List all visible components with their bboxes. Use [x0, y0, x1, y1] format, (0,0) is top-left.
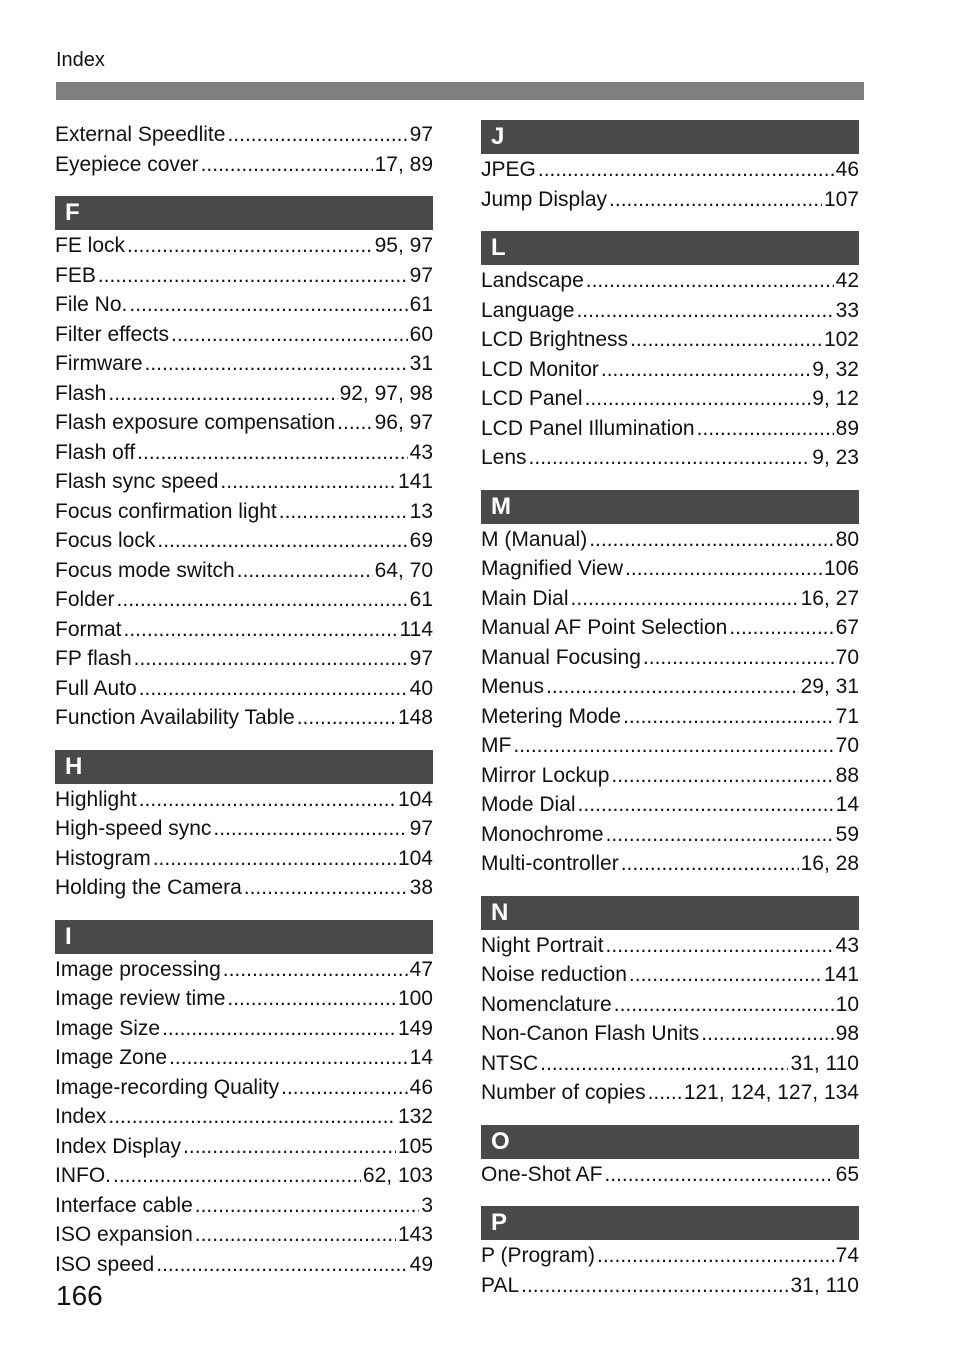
dot-leader	[134, 644, 408, 674]
index-entry	[481, 155, 859, 185]
index-pages: 70	[835, 734, 859, 757]
index-pages: 60	[409, 322, 433, 346]
index-pages: 114	[399, 617, 433, 641]
index-term: Interface cable	[55, 1193, 193, 1217]
index-term: Flash sync speed	[55, 470, 219, 493]
index-term: Number of copies	[481, 1081, 646, 1104]
index-pages: 14	[409, 1046, 433, 1069]
index-term: High-speed sync	[55, 817, 212, 840]
index-entry	[481, 931, 859, 961]
index-entry	[55, 585, 433, 615]
index-term: ISO expansion	[55, 1223, 193, 1246]
index-term: Image processing	[55, 957, 221, 981]
index-pages: 132	[397, 1105, 433, 1128]
index-pages: 29, 31	[800, 675, 859, 698]
dot-leader	[201, 150, 373, 180]
index-entry	[481, 584, 859, 614]
index-term: Image review time	[55, 987, 226, 1010]
index-pages: 61	[409, 293, 433, 316]
index-pages: 43	[835, 933, 859, 957]
dot-leader	[729, 613, 833, 643]
index-pages: 104	[397, 846, 433, 870]
index-pages: 64, 70	[374, 558, 433, 582]
section-letter-header: L	[481, 231, 859, 265]
section-letter-header: N	[481, 896, 859, 930]
dot-leader	[213, 814, 407, 844]
index-term: Manual AF Point Selection	[481, 616, 728, 639]
index-pages: 97	[409, 123, 433, 146]
dot-leader	[117, 585, 408, 615]
index-pages: 104	[397, 787, 433, 811]
dot-leader	[113, 1161, 361, 1191]
index-entry	[55, 261, 433, 291]
index-entry	[55, 150, 433, 180]
index-term: LCD Panel	[481, 387, 583, 410]
index-entry	[55, 1014, 433, 1044]
index-entry	[481, 414, 859, 444]
index-entry	[55, 290, 433, 320]
index-term: Landscape	[481, 269, 584, 292]
index-pages: 49	[409, 1252, 433, 1276]
dot-leader	[521, 1271, 788, 1301]
index-term: Firmware	[55, 352, 143, 375]
index-entry	[55, 1250, 433, 1280]
index-term: FE lock	[55, 234, 126, 257]
dot-leader	[578, 790, 834, 820]
index-entry	[55, 703, 433, 733]
index-entry	[481, 990, 859, 1020]
dot-leader	[648, 1078, 682, 1108]
index-pages: 42	[835, 269, 859, 292]
index-pages: 67	[835, 616, 859, 639]
index-pages: 59	[835, 822, 859, 846]
index-term: Noise reduction	[481, 963, 627, 986]
dot-leader	[153, 844, 396, 874]
index-entry	[481, 613, 859, 643]
index-entry	[481, 672, 859, 702]
dot-leader	[589, 525, 833, 555]
section-letter-header: M	[481, 490, 859, 524]
index-term: Focus lock	[55, 529, 156, 552]
index-term: Full Auto	[55, 676, 137, 700]
index-section	[481, 490, 859, 879]
dot-leader	[227, 984, 396, 1014]
dot-leader	[601, 355, 810, 385]
index-pages: 102	[823, 328, 859, 351]
index-pages: 100	[397, 987, 433, 1010]
index-pages: 13	[409, 499, 433, 523]
index-pages: 95, 97	[374, 234, 433, 257]
index-pages: 69	[409, 529, 433, 552]
index-entry	[481, 1049, 859, 1079]
dot-leader	[623, 702, 834, 732]
index-entry	[481, 960, 859, 990]
dot-leader	[538, 155, 834, 185]
index-entry	[55, 984, 433, 1014]
index-entry	[481, 525, 859, 555]
index-entry	[55, 408, 433, 438]
index-term: External Speedlite	[55, 123, 226, 146]
index-term: Eyepiece cover	[55, 152, 199, 176]
index-pages: 9, 32	[812, 357, 859, 381]
dot-leader	[585, 384, 811, 414]
index-pages: 121, 124, 127, 134	[683, 1081, 859, 1104]
index-pages: 40	[409, 676, 433, 700]
index-pages: 105	[397, 1134, 433, 1158]
dot-leader	[145, 349, 408, 379]
index-pages: 97	[409, 263, 433, 287]
index-entry	[481, 1271, 859, 1301]
index-term: Multi-controller	[481, 852, 619, 875]
index-section	[55, 120, 433, 179]
index-pages: 31, 110	[790, 1273, 859, 1297]
dot-leader	[127, 231, 373, 261]
dot-leader	[195, 1220, 396, 1250]
index-pages: 31	[409, 352, 433, 375]
dot-leader	[614, 990, 834, 1020]
index-pages: 43	[409, 440, 433, 464]
index-pages: 17, 89	[374, 152, 433, 176]
dot-leader	[244, 873, 408, 903]
index-term: Magnified View	[481, 557, 624, 580]
dot-leader	[297, 703, 396, 733]
index-entry	[55, 814, 433, 844]
dot-leader	[513, 731, 833, 761]
index-entry	[55, 955, 433, 985]
index-entry	[481, 1078, 859, 1108]
index-pages: 89	[835, 416, 859, 440]
section-letter-header: J	[481, 120, 859, 154]
index-term: Monochrome	[481, 822, 604, 846]
index-entry	[55, 644, 433, 674]
index-entry	[481, 849, 859, 879]
dot-leader	[337, 408, 372, 438]
index-term: Image-recording Quality	[55, 1075, 280, 1099]
index-pages: 31, 110	[790, 1051, 859, 1075]
dot-leader	[697, 414, 834, 444]
index-pages: 9, 12	[812, 387, 859, 410]
page-number: 166	[56, 1280, 103, 1311]
dot-leader	[625, 554, 822, 584]
dot-leader	[139, 674, 408, 704]
dot-leader	[157, 526, 407, 556]
index-entry	[481, 731, 859, 761]
index-section	[481, 231, 859, 473]
index-term: Non-Canon Flash Units	[481, 1022, 700, 1045]
page-header-label: Index	[56, 49, 105, 71]
index-term: FP flash	[55, 647, 132, 670]
index-section	[481, 1206, 859, 1300]
dot-leader	[169, 1043, 408, 1073]
index-entry	[481, 554, 859, 584]
index-entry	[55, 497, 433, 527]
index-term: Flash	[55, 381, 107, 405]
index-entry	[55, 873, 433, 903]
index-pages: 106	[823, 557, 859, 580]
index-pages: 141	[397, 470, 433, 493]
index-pages: 141	[823, 963, 859, 986]
index-entry	[55, 1191, 433, 1221]
index-term: JPEG	[481, 158, 536, 181]
index-entry	[55, 674, 433, 704]
index-term: Mode Dial	[481, 793, 576, 816]
index-term: Folder	[55, 588, 115, 611]
index-section	[55, 920, 433, 1280]
dot-leader	[630, 325, 822, 355]
index-entry	[55, 615, 433, 645]
index-entry	[55, 556, 433, 586]
index-pages: 148	[397, 706, 433, 729]
dot-leader	[621, 849, 799, 879]
dot-leader	[139, 785, 396, 815]
dot-leader	[609, 185, 822, 215]
index-term: LCD Monitor	[481, 357, 599, 381]
index-entry	[481, 266, 859, 296]
index-pages: 80	[835, 527, 859, 551]
index-entry	[481, 443, 859, 473]
dot-leader	[223, 955, 408, 985]
index-entry	[55, 1161, 433, 1191]
dot-leader	[124, 615, 398, 645]
dot-leader	[571, 584, 799, 614]
index-entry	[481, 185, 859, 215]
index-section	[481, 120, 859, 214]
dot-leader	[604, 1160, 833, 1190]
index-pages: 107	[823, 187, 859, 211]
index-term: Language	[481, 298, 575, 322]
index-entry	[481, 325, 859, 355]
index-term: Metering Mode	[481, 704, 622, 728]
index-term: Focus confirmation light	[55, 499, 277, 523]
index-term: Manual Focusing	[481, 645, 641, 669]
dot-leader	[129, 290, 407, 320]
dot-leader	[540, 1049, 788, 1079]
index-entry	[55, 844, 433, 874]
index-entry	[481, 384, 859, 414]
dot-leader	[171, 320, 408, 350]
index-entry	[55, 1102, 433, 1132]
section-letter-header: H	[55, 750, 433, 784]
index-term: Function Availability Table	[55, 706, 295, 729]
index-pages: 3	[421, 1193, 433, 1217]
index-term: Format	[55, 617, 122, 641]
index-entry	[481, 790, 859, 820]
dot-leader	[546, 672, 799, 702]
index-pages: 143	[397, 1223, 433, 1246]
section-letter-header: I	[55, 920, 433, 954]
index-pages: 149	[397, 1016, 433, 1040]
index-entry	[481, 296, 859, 326]
index-term: Jump Display	[481, 187, 608, 211]
section-letter-header: P	[481, 1206, 859, 1240]
index-pages: 61	[409, 588, 433, 611]
index-term: Main Dial	[481, 586, 569, 610]
index-entry	[481, 761, 859, 791]
index-term: Holding the Camera	[55, 876, 242, 899]
index-term: Index	[55, 1105, 107, 1128]
section-letter-header: F	[55, 196, 433, 230]
dot-leader	[606, 820, 834, 850]
index-term: M (Manual)	[481, 527, 588, 551]
dot-leader	[156, 1250, 407, 1280]
index-pages: 9, 23	[812, 446, 859, 469]
index-entry	[55, 1132, 433, 1162]
index-term: LCD Panel Illumination	[481, 416, 695, 440]
dot-leader	[279, 497, 408, 527]
index-term: Menus	[481, 675, 545, 698]
index-pages: 98	[835, 1022, 859, 1045]
dot-leader	[108, 379, 337, 409]
index-pages: 46	[409, 1075, 433, 1099]
index-term: Flash exposure compensation	[55, 411, 336, 434]
dot-leader	[162, 1014, 396, 1044]
index-pages: 97	[409, 647, 433, 670]
index-pages: 96, 97	[374, 411, 433, 434]
index-term: Highlight	[55, 787, 137, 811]
dot-leader	[611, 761, 833, 791]
index-entry	[55, 349, 433, 379]
index-term: File No.	[55, 293, 128, 316]
index-term: PAL	[481, 1273, 520, 1297]
section-letter-header: O	[481, 1125, 859, 1159]
index-pages: 38	[409, 876, 433, 899]
index-entry	[55, 1220, 433, 1250]
index-term: Night Portrait	[481, 933, 604, 957]
index-entry	[55, 526, 433, 556]
index-pages: 74	[835, 1244, 859, 1267]
index-term: LCD Brightness	[481, 328, 629, 351]
dot-leader	[237, 556, 373, 586]
dot-leader	[643, 643, 834, 673]
index-term: Image Size	[55, 1016, 161, 1040]
index-pages: 71	[835, 704, 859, 728]
dot-leader	[281, 1073, 408, 1103]
index-pages: 33	[835, 298, 859, 322]
dot-leader	[183, 1132, 396, 1162]
index-term: Mirror Lockup	[481, 763, 610, 787]
index-entry	[481, 643, 859, 673]
dot-leader	[195, 1191, 420, 1221]
index-section	[481, 896, 859, 1108]
index-pages: 47	[409, 957, 433, 981]
index-entry	[55, 231, 433, 261]
index-term: ISO speed	[55, 1252, 155, 1276]
dot-leader	[137, 438, 407, 468]
index-entry	[55, 1073, 433, 1103]
index-term: Histogram	[55, 846, 151, 870]
index-term: Nomenclature	[481, 992, 612, 1016]
dot-leader	[597, 1241, 834, 1271]
index-entry	[481, 1160, 859, 1190]
index-pages: 10	[835, 992, 859, 1016]
index-term: INFO.	[55, 1164, 111, 1187]
index-entry	[481, 820, 859, 850]
index-term: One-Shot AF	[481, 1162, 603, 1186]
index-right-column	[481, 120, 859, 1317]
index-entry	[481, 1019, 859, 1049]
index-term: NTSC	[481, 1051, 539, 1075]
index-entry	[481, 1241, 859, 1271]
index-pages: 46	[835, 158, 859, 181]
index-term: P (Program)	[481, 1244, 595, 1267]
index-entry	[55, 120, 433, 150]
index-pages: 97	[409, 817, 433, 840]
header-bar	[56, 82, 864, 100]
dot-leader	[576, 296, 833, 326]
dot-leader	[98, 261, 408, 291]
index-section	[481, 1125, 859, 1190]
index-entry	[481, 702, 859, 732]
index-term: Lens	[481, 446, 527, 469]
index-pages: 70	[835, 645, 859, 669]
index-left-column	[55, 120, 433, 1296]
index-term: Index Display	[55, 1134, 182, 1158]
index-pages: 62, 103	[362, 1164, 433, 1187]
index-entry	[481, 355, 859, 385]
index-term: FEB	[55, 263, 96, 287]
index-term: Flash off	[55, 440, 136, 464]
index-entry	[55, 1043, 433, 1073]
dot-leader	[108, 1102, 396, 1132]
index-term: Filter effects	[55, 322, 169, 346]
index-entry	[55, 785, 433, 815]
dot-leader	[586, 266, 834, 296]
dot-leader	[606, 931, 834, 961]
index-pages: 16, 27	[800, 586, 859, 610]
index-pages: 88	[835, 763, 859, 787]
dot-leader	[220, 467, 396, 497]
dot-leader	[629, 960, 822, 990]
index-pages: 65	[835, 1162, 859, 1186]
dot-leader	[529, 443, 811, 473]
dot-leader	[227, 120, 407, 150]
index-entry	[55, 467, 433, 497]
index-pages: 16, 28	[800, 852, 859, 875]
index-term: MF	[481, 734, 512, 757]
index-entry	[55, 320, 433, 350]
index-pages: 92, 97, 98	[339, 381, 433, 405]
index-section	[55, 196, 433, 733]
index-pages: 14	[835, 793, 859, 816]
index-term: Image Zone	[55, 1046, 168, 1069]
index-section	[55, 750, 433, 903]
index-entry	[55, 379, 433, 409]
index-term: Focus mode switch	[55, 558, 235, 582]
dot-leader	[701, 1019, 833, 1049]
index-entry	[55, 438, 433, 468]
